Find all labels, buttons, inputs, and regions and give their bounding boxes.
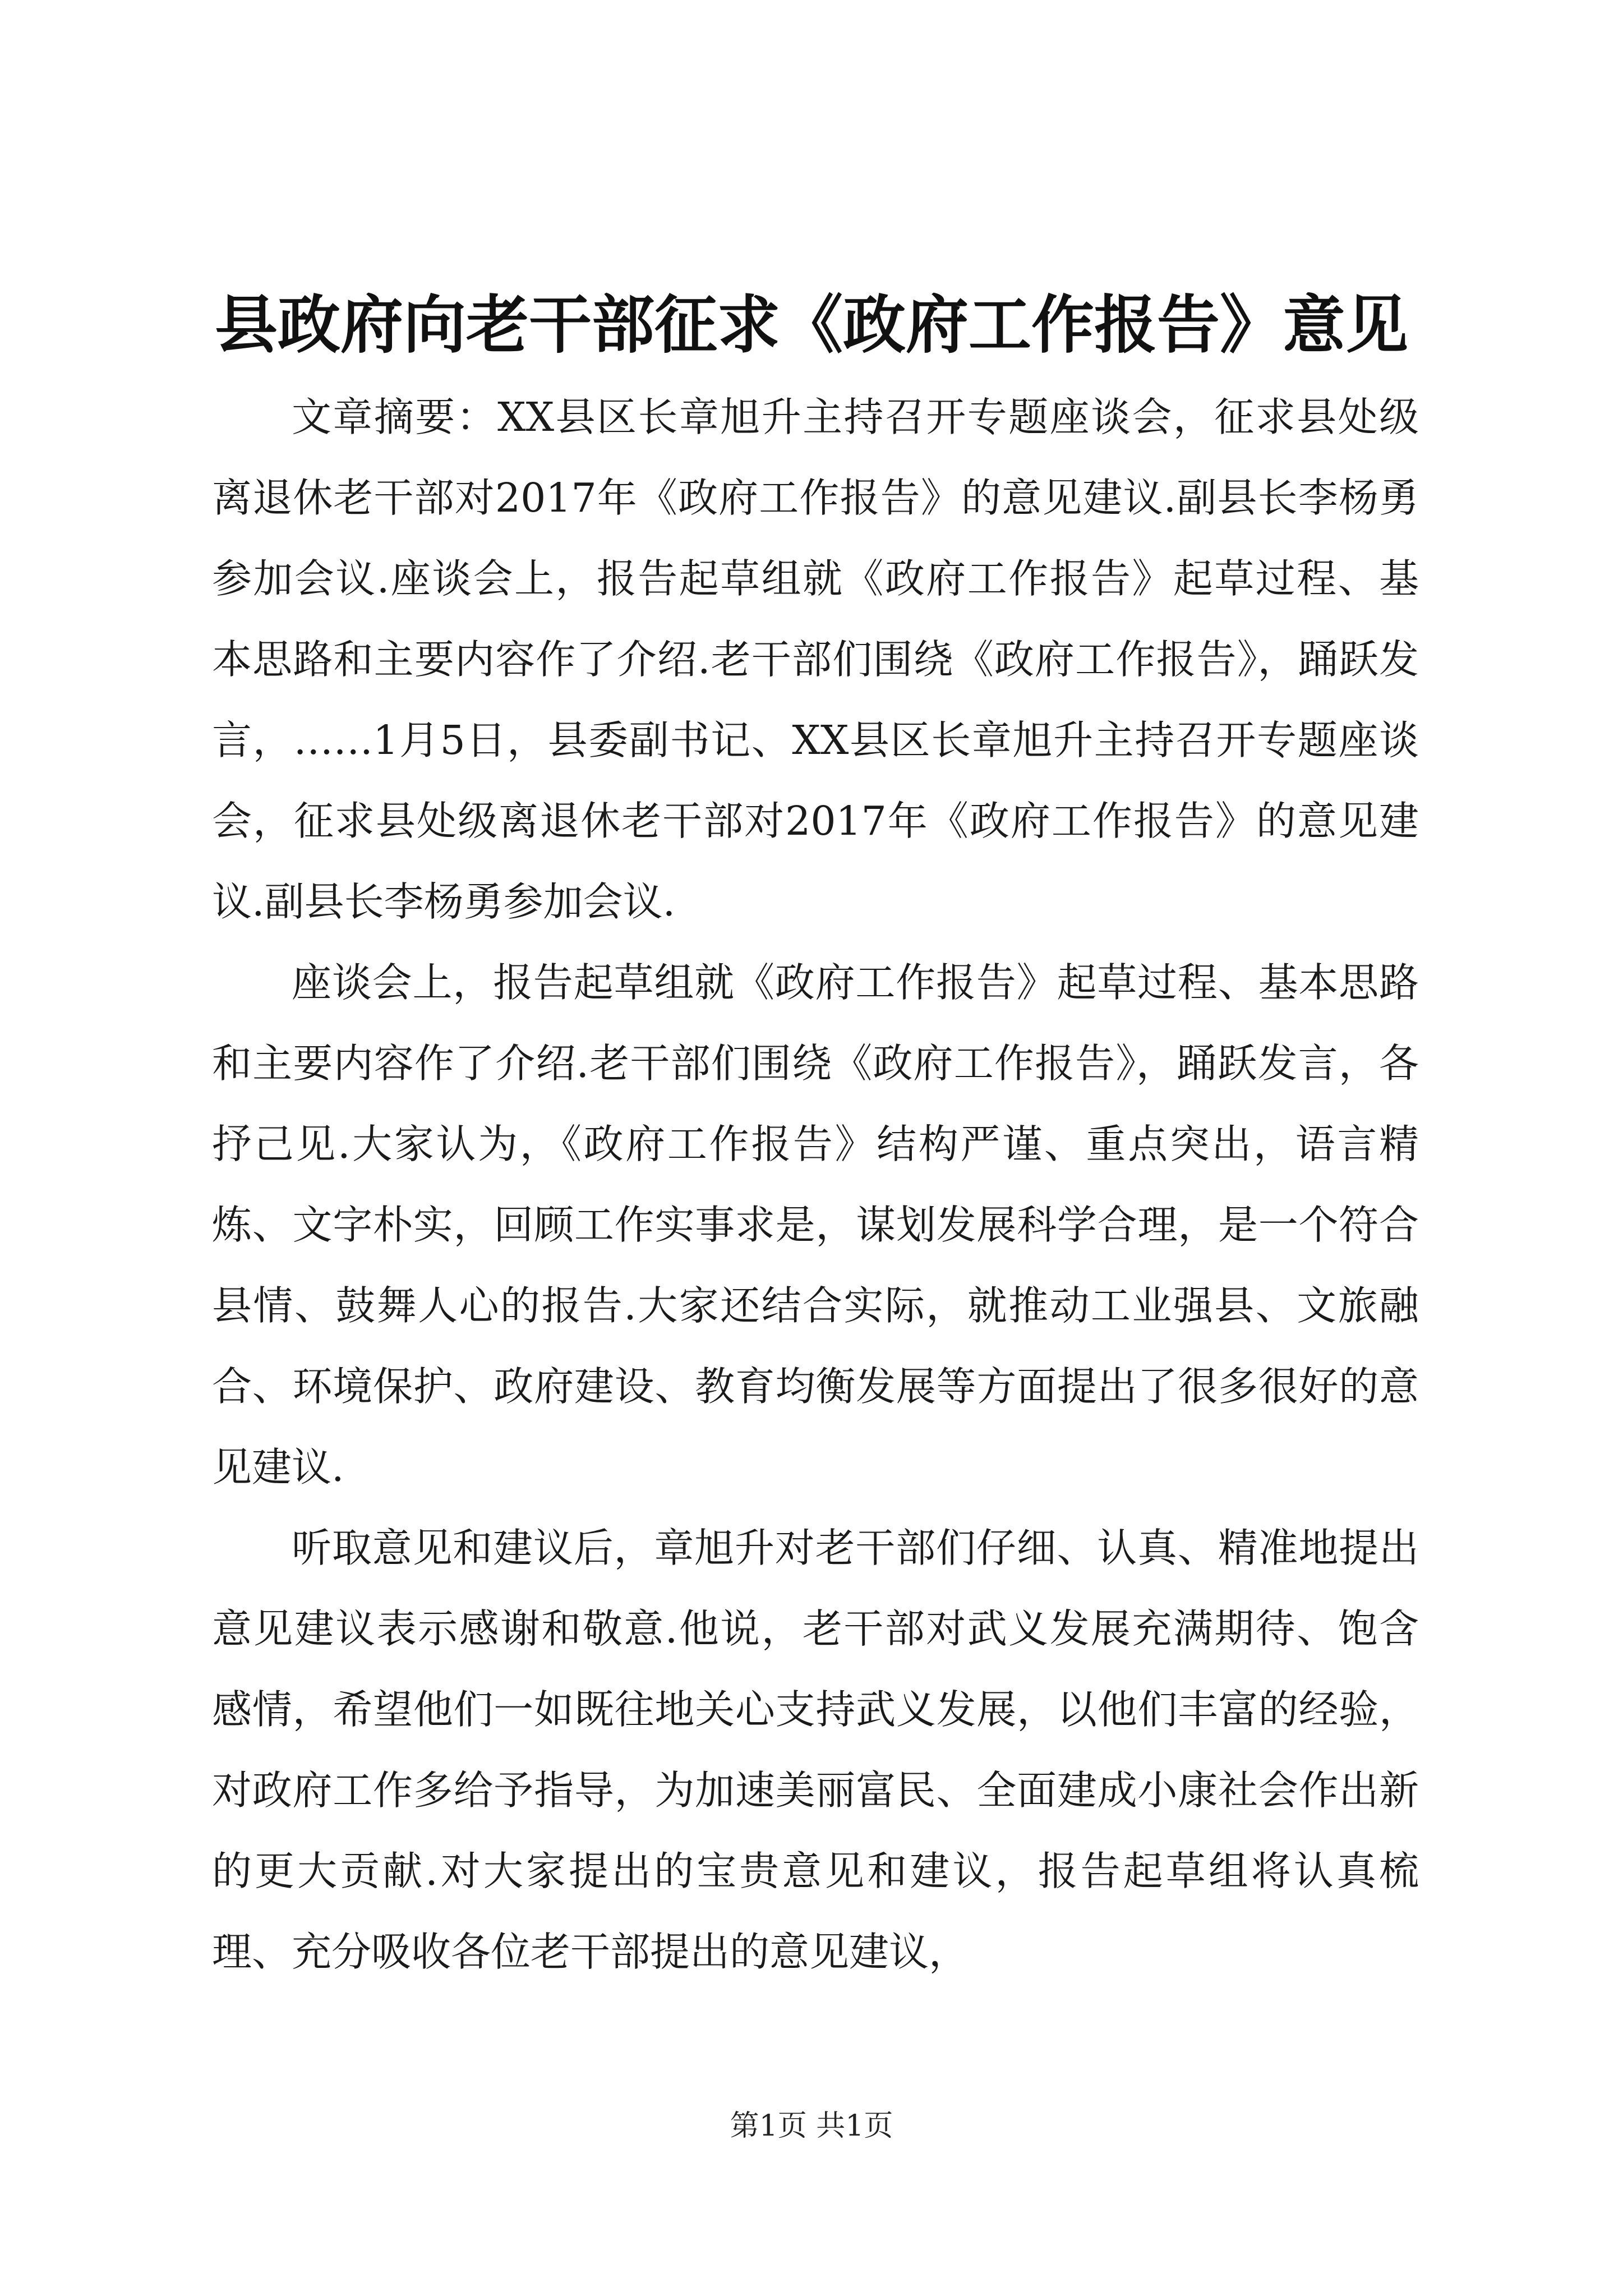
page-footer: 第1页 共1页	[730, 2109, 893, 2143]
paragraph-abstract: 文章摘要：XX县区长章旭升主持召开专题座谈会，征求县处级离退休老干部对2017年《政府工作报告》的意见建议.副县长李杨勇参加会议.座谈会上，报告起草组就《政府工作报告》起草过程、基本思路和主要内容作了介绍.老干部们围绕《政府工作报告》，踊跃发言，……1月5日，县委副书记、XX县区长章旭升主持召开专题座谈会，征求县处级离退休老干部对2017年《政府工作报告》的意见建议.副县长李杨勇参加会议.	[212, 394, 1419, 925]
paragraph-discussion: 座谈会上，报告起草组就《政府工作报告》起草过程、基本思路和主要内容作了介绍.老干部们围绕《政府工作报告》，踊跃发言，各抒己见.大家认为，《政府工作报告》结构严谨、重点突出，语言精炼、文字朴实，回顾工作实事求是，谋划发展科学合理，是一个符合县情、鼓舞人心的报告.大家还结合实际，就推动工业强县、文旅融合、环境保护、政府建设、教育均衡发展等方面提出了很多很好的意见建议.	[212, 959, 1419, 1490]
document-body	[212, 377, 1419, 1993]
document-title: 县政府向老干部征求《政府工作报告》意见	[215, 288, 1408, 362]
paragraph-response: 听取意见和建议后，章旭升对老干部们仔细、认真、精准地提出意见建议表示感谢和敬意.他说，老干部对武义发展充满期待、饱含感情，希望他们一如既往地关心支持武义发展，以他们丰富的经验，对政府工作多给予指导，为加速美丽富民、全面建成小康社会作出新的更大贡献.对大家提出的宝贵意见和建议，报告起草组将认真梳理、充分吸收各位老干部提出的意见建议，	[212, 1525, 1419, 1975]
